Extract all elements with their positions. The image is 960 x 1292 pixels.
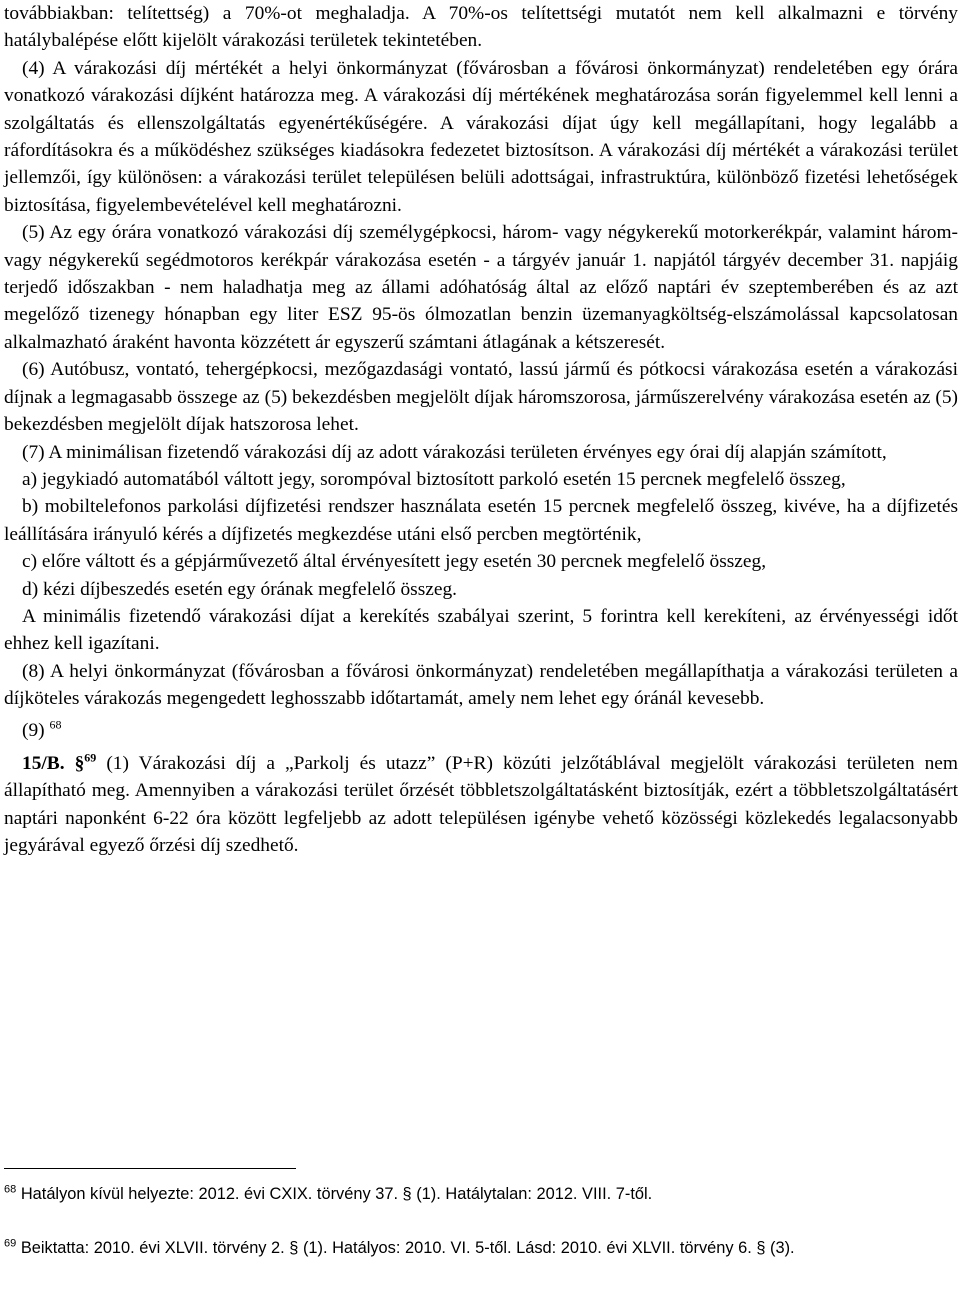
footnote-69 bbox=[4, 1234, 944, 1262]
paragraph-6: (6) Autóbusz, vontató, tehergépkocsi, mezőgazdasági vontató, lassú jármű és pótkocsi várakozása esetén a várakozási díjnak a legmagasabb összege az (5) bekezdésben megjelölt díjak háromszorosa, járműszerelvény várakozása esetén az (5) bekezdésben megjelölt díjak hatszorosa lehet. bbox=[4, 359, 958, 436]
section-sign: § bbox=[74, 752, 85, 774]
section-text: (1) Várakozási díj a „Parkolj és utazz” (P+R) közúti jelzőtáblával megjelölt várakozási területen nem állapítható meg. Amennyiben a várakozási terület őrzését többletszolgáltatásként biztosítják, ezért a többletszolgáltatásért naptári naponként 6-22 óra között legfeljebb az adott településen igénybe vehető közösségi közlekedés legalacsonyabb jegyárával egyező őrzési díj szedhető. bbox=[4, 752, 958, 857]
document-body bbox=[4, 0, 958, 860]
paragraph-5: (5) Az egy órára vonatkozó várakozási díj személygépkocsi, három- vagy négykerekű motorkerékpár, valamint három- vagy négykerekű segédmotoros kerékpár várakozása esetén - a tárgyév január 1. napjától tárgyév december 31. napjáig terjedő időszakban - nem haladhatja meg az állami adóhatóság által az előző naptári év szeptemberében és az azt megelőző tizenegy hónapban egy liter ESZ 95-ös ólmozatlan benzin üzemanyagköltség-elszámolással kapcsolatosan alkalmazható áraként havonta közzétett ár egyszerű számtani átlagának a kétszeresét. bbox=[4, 222, 958, 353]
paragraph-continuation: továbbiakban: telítettség) a 70%-ot meghaladja. A 70%-os telítettségi mutatót nem kell alkalmazni e törvény hatálybalépése előtt kijelölt várakozási területek tekintetében. bbox=[4, 3, 958, 52]
paragraph-7-item-d: d) kézi díjbeszedés esetén egy órának megfelelő összeg. bbox=[22, 578, 458, 600]
paragraph-7: (7) A minimálisan fizetendő várakozási díj az adott várakozási területen érvényes egy órai díj alapján számított, bbox=[22, 441, 887, 463]
footnote-ref-68[interactable]: 68 bbox=[49, 717, 62, 732]
footnote-number: 68 bbox=[4, 1183, 17, 1196]
paragraph-7-item-b: b) mobiltelefonos parkolási díjfizetési rendszer használata esetén 15 percnek megfelelő összeg, kivéve, ha a díjfizetés leállítására irányuló kérés a díjfizetés megkezdése utáni első percben megtörténik, bbox=[4, 496, 958, 545]
footnote-ref-69[interactable]: 69 bbox=[84, 750, 97, 765]
paragraph-8: (8) A helyi önkormányzat (fővárosban a fővárosi önkormányzat) rendeletében megállapíthatja a várakozási területen a díjköteles várakozás megengedett leghosszabb időtartamát, amely nem lehet egy óránál kevesebb. bbox=[4, 660, 958, 710]
paragraph-4: (4) A várakozási díj mértékét a helyi önkormányzat (fővárosban a fővárosi önkormányzat) rendeletében egy órára vonatkozó várakozási díjként határozza meg. A várakozási díj mértékének meghatározása során figyelemmel kell lenni a szolgáltatás és ellenszolgáltatás egyenértékűségére. A várakozási díjat úgy kell megállapítani, hogy legalább a ráfordításokra és a működéshez szükséges kiadásokra fedezetet biztosítson. A várakozási díj mértékét a várakozási terület jellemzői, így különösen: a várakozási terület településen belüli adottságai, infrastruktúra, különböző fizetési lehetőségek biztosítása, figyelembevételével kell meghatározni. bbox=[4, 57, 958, 216]
paragraph-9-label: (9) bbox=[22, 719, 45, 741]
paragraph-7-item-a: a) jegykiadó automatából váltott jegy, sorompóval biztosított parkoló esetén 15 percnek megfelelő összeg, bbox=[22, 468, 846, 490]
footnote-text: Beiktatta: 2010. évi XLVII. törvény 2. § (1). Hatályos: 2010. VI. 5-től. Lásd: 2010. évi XLVII. törvény 6. § (3). bbox=[20, 1239, 795, 1257]
section-number: 15/B. bbox=[22, 752, 65, 774]
section-15b bbox=[4, 750, 958, 860]
footnote-number: 69 bbox=[4, 1237, 17, 1250]
paragraph-9 bbox=[4, 717, 958, 744]
footnote-separator bbox=[4, 1168, 296, 1169]
footnote-text: Hatályon kívül helyezte: 2012. évi CXIX. törvény 37. § (1). Hatálytalan: 2012. VIII. 7-től. bbox=[20, 1185, 653, 1203]
paragraph-7-item-c: c) előre váltott és a gépjárművezető által érvényesített jegy esetén 30 percnek megfelelő összeg, bbox=[22, 551, 767, 573]
footnote-68 bbox=[4, 1180, 944, 1208]
paragraph-7-rounding: A minimális fizetendő várakozási díjat a kerekítés szabályai szerint, 5 forintra kell kerekíteni, az érvényességi időt ehhez kell igazítani. bbox=[4, 605, 958, 655]
